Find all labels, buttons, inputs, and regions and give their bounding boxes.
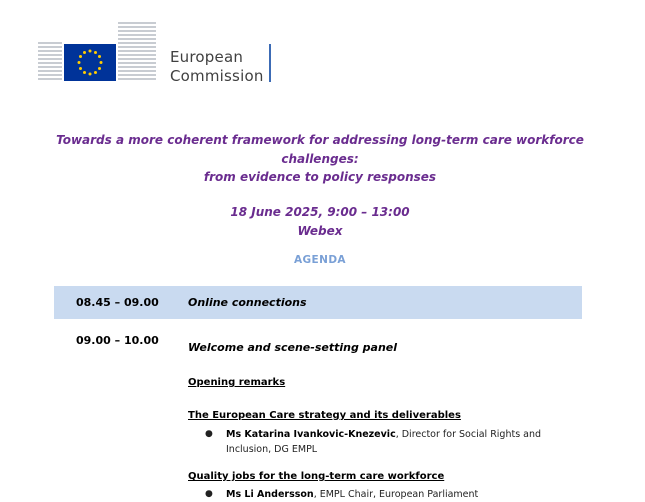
- logo-wordmark: European Commission: [170, 48, 264, 85]
- speaker-name: Ms Katarina Ivankovic-Knezevic: [226, 429, 396, 440]
- speaker-list-item: [205, 427, 565, 457]
- speaker-role: , Director for Social Rights and Inclusion, DG EMPL: [226, 429, 542, 455]
- event-datetime: [40, 203, 600, 241]
- agenda-subsection-title: Quality jobs for the long-term care workforce: [188, 471, 445, 482]
- speaker-role: , EMPL Chair, European Parliament: [313, 489, 479, 500]
- event-title: Towards a more coherent framework for addressing long-term care workforce challenges: from evidence to policy responses: [56, 133, 584, 184]
- agenda-time: 09.00 – 10.00: [76, 334, 159, 347]
- bullet-icon: ●: [205, 489, 213, 499]
- event-date: 18 June 2025, 9:00 – 13:00: [230, 205, 410, 219]
- agenda-heading: AGENDA: [294, 254, 346, 266]
- bullet-icon: ●: [205, 429, 213, 439]
- logo-divider: [269, 44, 271, 82]
- agenda-time: 08.45 – 09.00: [76, 296, 159, 309]
- agenda-subsection-title: The European Care strategy and its deliverables: [188, 410, 461, 421]
- speaker-name: Ms Li Andersson: [226, 489, 314, 500]
- agenda-session-title: Welcome and scene-setting panel: [188, 341, 398, 354]
- agenda-subsection-title: Opening remarks: [188, 377, 286, 388]
- agenda-session-title: Online connections: [188, 296, 307, 309]
- event-venue: Webex: [297, 224, 343, 238]
